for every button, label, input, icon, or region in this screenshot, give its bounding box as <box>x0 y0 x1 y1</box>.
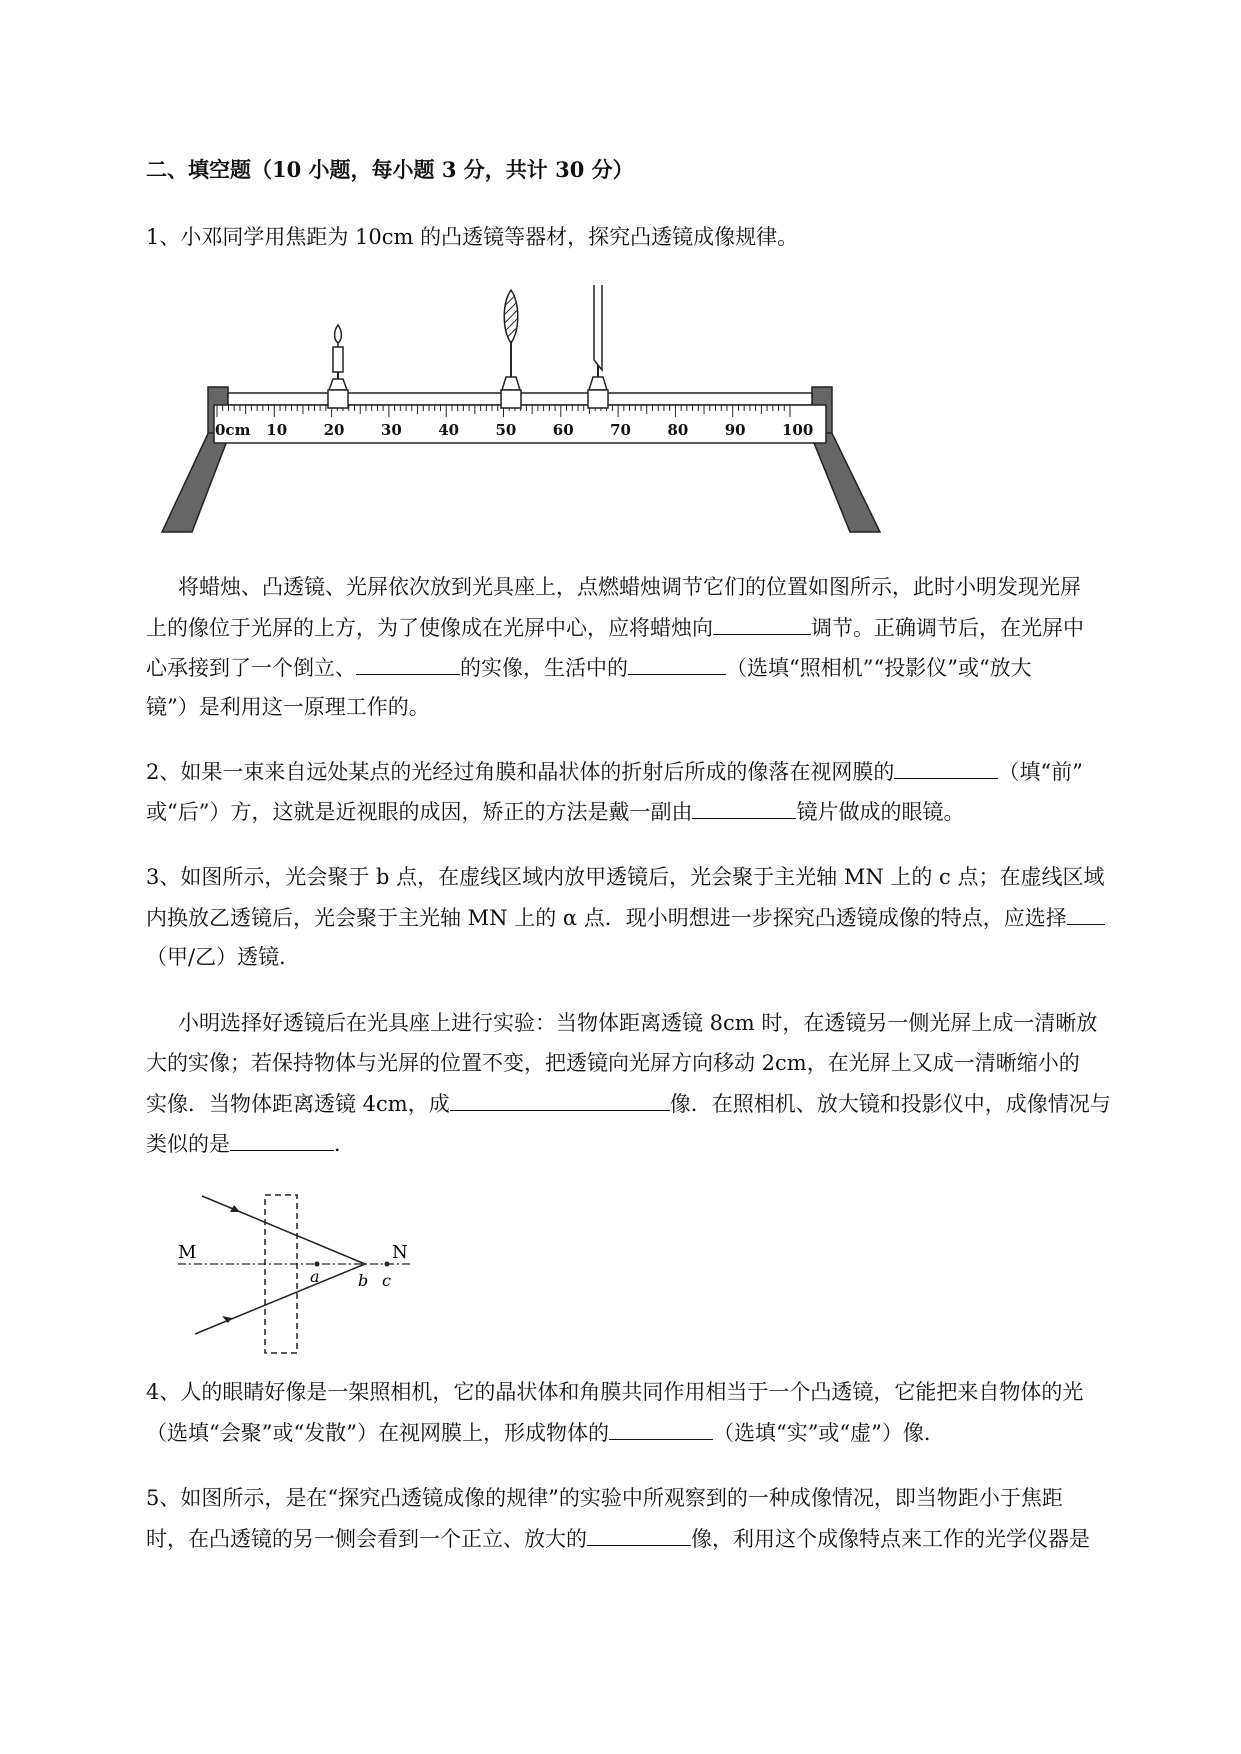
q2-line1 <box>146 756 1083 787</box>
ruler-label: 50 <box>495 421 517 439</box>
candle-icon <box>328 325 348 408</box>
answer-blank[interactable] <box>356 652 460 675</box>
ruler-label: 100 <box>782 421 814 439</box>
section-title: 二、填空题（10 小题，每小题 3 分，共计 30 分） <box>146 157 634 182</box>
q1-text: （选填“照相机”“投影仪”或“放大 <box>726 656 1032 680</box>
answer-blank[interactable] <box>450 1088 670 1111</box>
q2-line2 <box>146 796 964 827</box>
dashed-lens-region <box>265 1195 297 1353</box>
q1-stem: 1、小邓同学用焦距为 10cm 的凸透镜等器材，探究凸透镜成像规律。 <box>146 225 799 249</box>
q1-para-line2 <box>146 612 1084 643</box>
q2-text: 镜片做成的眼镜。 <box>796 800 965 824</box>
q3-text: ． <box>334 1132 355 1156</box>
q4-text: （选填“实”或“虚”）像． <box>712 1421 945 1445</box>
ruler-label: 20 <box>323 421 345 439</box>
answer-blank[interactable] <box>692 796 796 819</box>
q1-text: 调节。正确调节后，在光屏中 <box>811 616 1084 640</box>
q3-text: 内换放乙透镜后，光会聚于主光轴 MN 上的 α 点．现小明想进一步探究凸透镜成像的特点，应选择 <box>146 906 1067 930</box>
q3-text: 类似的是 <box>146 1132 230 1156</box>
point-a <box>315 1262 320 1267</box>
answer-blank[interactable] <box>894 756 998 779</box>
label-n: N <box>392 1242 408 1263</box>
q1-para-line3 <box>146 652 1032 683</box>
answer-blank[interactable] <box>1067 902 1105 925</box>
point-c <box>385 1262 390 1267</box>
label-a: a <box>310 1267 320 1286</box>
q1-para-line1: 将蜡烛、凸透镜、光屏依次放到光具座上，点燃蜡烛调节它们的位置如图所示，此时小明发现光屏 <box>178 575 1081 599</box>
ruler-label: 40 <box>438 421 460 439</box>
q1-text: 上的像位于光屏的上方，为了使像成在光屏中心，应将蜡烛向 <box>146 616 713 640</box>
ruler-label: 90 <box>724 421 746 439</box>
convex-lens-icon <box>501 290 521 408</box>
lower-ray <box>195 1264 365 1334</box>
answer-blank[interactable] <box>713 612 811 635</box>
q5-line2 <box>146 1523 1090 1554</box>
label-m: M <box>178 1242 197 1263</box>
optical-bench-figure <box>160 285 900 545</box>
q1-text: 心承接到了一个倒立、 <box>146 656 356 680</box>
q3-text: 像．在照相机、放大镜和投影仪中，成像情况与 <box>669 1092 1111 1116</box>
q3-text: 实像．当物体距离透镜 4cm，成 <box>146 1092 450 1116</box>
q5-text: 时，在凸透镜的另一侧会看到一个正立、放大的 <box>146 1527 587 1551</box>
q3-line2 <box>146 902 1105 933</box>
q3-line3: （甲/乙）透镜． <box>146 945 301 969</box>
label-b: b <box>358 1271 369 1290</box>
q5-text: 像，利用这个成像特点来工作的光学仪器是 <box>691 1527 1090 1551</box>
q3-para2-line4 <box>146 1128 355 1159</box>
q4-text: （选填“会聚”或“发散”）在视网膜上，形成物体的 <box>146 1421 609 1445</box>
lens-convergence-diagram <box>170 1190 430 1360</box>
answer-blank[interactable] <box>628 652 726 675</box>
answer-blank[interactable] <box>609 1417 713 1440</box>
q2-text: （填“前” <box>998 760 1083 784</box>
ruler-label: 70 <box>610 421 631 439</box>
answer-blank[interactable] <box>587 1523 691 1546</box>
q4-line2 <box>146 1417 945 1448</box>
upper-ray <box>202 1196 365 1264</box>
light-screen-icon <box>588 285 608 408</box>
q3-para2-line1: 小明选择好透镜后在光具座上进行实验：当物体距离透镜 8cm 时，在透镜另一侧光屏上成一清晰放 <box>178 1011 1098 1035</box>
q1-para-line4: 镜”）是利用这一原理工作的。 <box>146 695 430 719</box>
ruler-label: 80 <box>667 421 689 439</box>
ruler-label: 60 <box>552 421 574 439</box>
q2-text: 或“后”）方，这就是近视眼的成因，矫正的方法是戴一副由 <box>146 800 693 824</box>
ruler-label: 10 <box>266 421 288 439</box>
q3-para2-line3 <box>146 1088 1111 1119</box>
q3-line1: 3、如图所示，光会聚于 b 点，在虚线区域内放甲透镜后，光会聚于主光轴 MN 上的 c 点；在虚线区域 <box>146 865 1105 889</box>
ruler-label: 30 <box>380 421 402 439</box>
answer-blank[interactable] <box>230 1128 334 1151</box>
label-c: c <box>382 1271 391 1290</box>
q4-line1: 4、人的眼睛好像是一架照相机，它的晶状体和角膜共同作用相当于一个凸透镜，它能把来自物体的光 <box>146 1380 1084 1404</box>
q2-text: 2、如果一束来自远处某点的光经过角膜和晶状体的折射后所成的像落在视网膜的 <box>146 760 895 784</box>
q3-para2-line2: 大的实像；若保持物体与光屏的位置不变，把透镜向光屏方向移动 2cm，在光屏上又成一清晰缩小的 <box>146 1051 1080 1075</box>
ruler-label: 0cm <box>215 421 251 439</box>
q1-text: 的实像，生活中的 <box>460 656 628 680</box>
q5-line1: 5、如图所示，是在“探究凸透镜成像的规律”的实验中所观察到的一种成像情况，即当物距小于焦距 <box>146 1486 1063 1510</box>
